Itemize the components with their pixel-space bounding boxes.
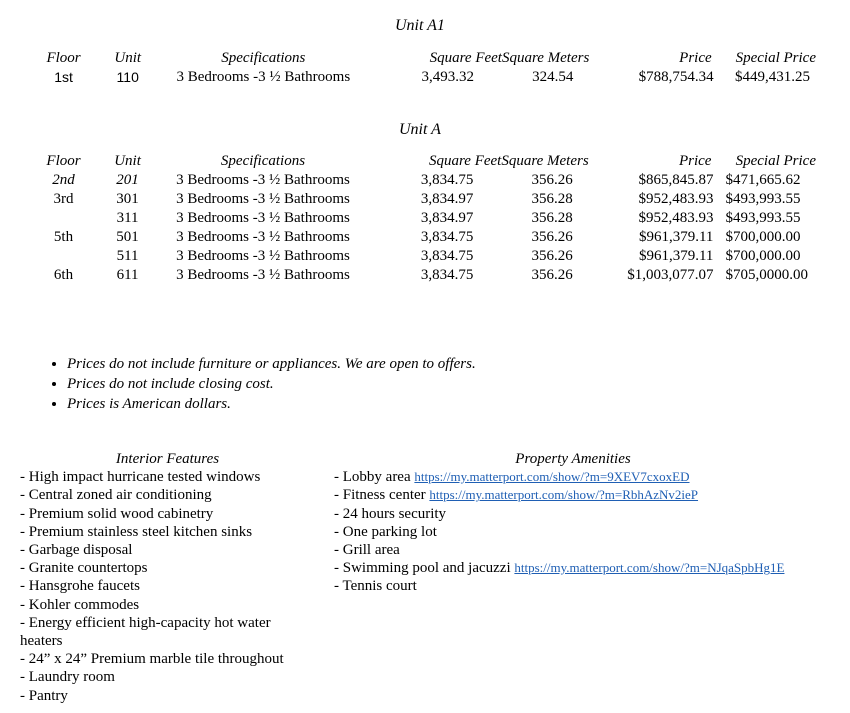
- cell-unit: 201: [116, 172, 139, 188]
- list-item: [334, 559, 834, 577]
- list-item: - Pantry: [20, 687, 68, 704]
- cell-sqm: 356.28: [531, 210, 573, 226]
- amenity-label: - Tennis court: [334, 578, 417, 595]
- table-row: [38, 209, 816, 228]
- cell-spec: 3 Bedrooms -3 ½ Bathrooms: [176, 191, 350, 207]
- cell-price: $788,754.34: [638, 69, 714, 85]
- amenity-label: - Fitness center: [334, 487, 430, 504]
- cell-sqft: 3,493.32: [421, 69, 474, 85]
- table-row: [38, 190, 816, 209]
- cell-sqft: 3,834.75: [420, 229, 474, 245]
- cell-spec: 3 Bedrooms -3 ½ Bathrooms: [176, 210, 350, 226]
- cell-spec: 3 Bedrooms -3 ½ Bathrooms: [176, 267, 350, 283]
- amenity-label: - One parking lot: [334, 523, 437, 540]
- property-amenities: [334, 450, 834, 596]
- list-item: - Premium solid wood cabinetry: [20, 505, 214, 522]
- cell-unit: 311: [116, 210, 139, 226]
- cell-floor: [38, 209, 89, 228]
- cell-sqft: 3,834.97: [420, 210, 474, 226]
- price-notes-list: [20, 354, 476, 414]
- cell-sqm: 356.26: [531, 229, 573, 245]
- header-square-feet: Square Feet: [429, 153, 502, 169]
- cell-sqm: 356.26: [531, 267, 573, 283]
- list-item: • Prices do not include closing cost.: [67, 374, 476, 394]
- amenity-label: - Swimming pool and jacuzzi: [334, 560, 515, 577]
- cell-floor: 6th: [53, 267, 74, 283]
- cell-price: $952,483.93: [638, 210, 714, 226]
- header-specifications: Specifications: [220, 153, 306, 169]
- cell-unit: 611: [116, 267, 139, 283]
- unit-a1-title: Unit A1: [395, 17, 445, 34]
- cell-sqm: 324.54: [532, 69, 574, 85]
- amenity-label: - 24 hours security: [334, 505, 447, 522]
- list-item: [334, 523, 834, 541]
- unit-a-header-row: [38, 152, 816, 171]
- cell-floor: 5th: [53, 229, 74, 245]
- list-item: - 24” x 24” Premium marble tile throughout: [20, 651, 284, 668]
- header-square-meters: Square Meters: [501, 153, 589, 169]
- list-item: [334, 468, 834, 486]
- cell-special-price: $705,0000.00: [725, 267, 808, 283]
- cell-sqm: 356.26: [531, 248, 573, 264]
- table-row: [38, 171, 816, 190]
- header-floor: Floor: [46, 153, 81, 169]
- cell-unit: 110: [116, 69, 139, 85]
- header-price: Price: [678, 153, 712, 169]
- cell-special-price: $449,431.25: [735, 69, 810, 85]
- cell-sqft: 3,834.75: [420, 172, 474, 188]
- cell-floor: 2nd: [52, 172, 75, 188]
- list-item: - Laundry room: [20, 669, 115, 686]
- cell-spec: 3 Bedrooms -3 ½ Bathrooms: [176, 248, 350, 264]
- list-item: - Kohler commodes: [20, 596, 140, 613]
- cell-spec: 3 Bedrooms -3 ½ Bathrooms: [176, 172, 350, 188]
- list-item: [334, 486, 834, 504]
- cell-sqm: 356.28: [531, 191, 573, 207]
- list-item: - High impact hurricane tested windows: [20, 469, 261, 486]
- list-item: - Central zoned air conditioning: [20, 487, 212, 504]
- table-row: [38, 266, 816, 285]
- cell-price: $1,003,077.07: [627, 267, 714, 283]
- cell-sqft: 3,834.97: [420, 191, 474, 207]
- cell-floor: [38, 247, 89, 266]
- pool-tour-link[interactable]: https://my.matterport.com/show/?m=NJqaSpbHg1E: [514, 560, 785, 576]
- cell-price: $961,379.11: [638, 229, 714, 245]
- cell-special-price: $493,993.55: [725, 191, 801, 207]
- table-row: [38, 68, 816, 87]
- cell-sqft: 3,834.75: [420, 248, 474, 264]
- header-special-price: Special Price: [735, 153, 816, 169]
- list-item: • Prices is American dollars.: [67, 394, 476, 414]
- table-row: [38, 228, 816, 247]
- cell-price: $865,845.87: [638, 172, 714, 188]
- lobby-tour-link[interactable]: https://my.matterport.com/show/?m=9XEV7cxoxED: [414, 469, 690, 485]
- header-floor: Floor: [46, 50, 81, 66]
- header-price: Price: [679, 50, 712, 66]
- cell-sqm: 356.26: [531, 172, 573, 188]
- interior-features: [20, 450, 315, 705]
- cell-spec: 3 Bedrooms -3 ½ Bathrooms: [176, 229, 350, 245]
- amenity-label: - Lobby area: [334, 469, 415, 486]
- cell-unit: 301: [116, 191, 139, 207]
- unit-a1-header-row: [38, 49, 816, 68]
- list-item: - Garbage disposal: [20, 542, 133, 559]
- cell-price: $961,379.11: [638, 248, 714, 264]
- amenity-label: - Grill area: [334, 542, 400, 559]
- cell-floor: 3rd: [53, 191, 74, 207]
- cell-unit: 511: [116, 248, 139, 264]
- header-specifications: Specifications: [221, 50, 306, 66]
- list-item: [334, 577, 834, 595]
- list-item: [334, 505, 834, 523]
- list-item: [334, 541, 834, 559]
- list-item: - Granite countertops: [20, 560, 148, 577]
- unit-a1-table: [38, 49, 816, 87]
- cell-floor: 1st: [54, 69, 73, 85]
- list-item: - Energy efficient high-capacity hot water heaters: [20, 614, 271, 650]
- cell-special-price: $700,000.00: [725, 229, 801, 245]
- cell-sqft: 3,834.75: [420, 267, 474, 283]
- list-item: - Hansgrohe faucets: [20, 578, 140, 595]
- unit-a-title: Unit A: [399, 121, 441, 138]
- unit-a-table: [38, 152, 816, 285]
- header-unit: Unit: [114, 153, 141, 169]
- header-square-feet: Square Feet: [429, 50, 502, 66]
- cell-special-price: $700,000.00: [725, 248, 801, 264]
- cell-spec: 3 Bedrooms -3 ½ Bathrooms: [176, 69, 351, 85]
- cell-special-price: $471,665.62: [725, 172, 801, 188]
- list-item: - Premium stainless steel kitchen sinks: [20, 523, 253, 540]
- cell-special-price: $493,993.55: [725, 210, 801, 226]
- interior-features-title: Interior Features: [115, 451, 220, 467]
- list-item: • Prices do not include furniture or appliances. We are open to offers.: [67, 354, 476, 374]
- cell-price: $952,483.93: [638, 191, 714, 207]
- fitness-center-tour-link[interactable]: https://my.matterport.com/show/?m=RbhAzNv2ieP: [429, 487, 699, 503]
- property-amenities-title: Property Amenities: [515, 451, 631, 467]
- table-row: [38, 247, 816, 266]
- cell-unit: 501: [116, 229, 139, 245]
- header-square-meters: Square Meters: [501, 50, 590, 66]
- header-special-price: Special Price: [735, 50, 816, 66]
- header-unit: Unit: [114, 50, 142, 66]
